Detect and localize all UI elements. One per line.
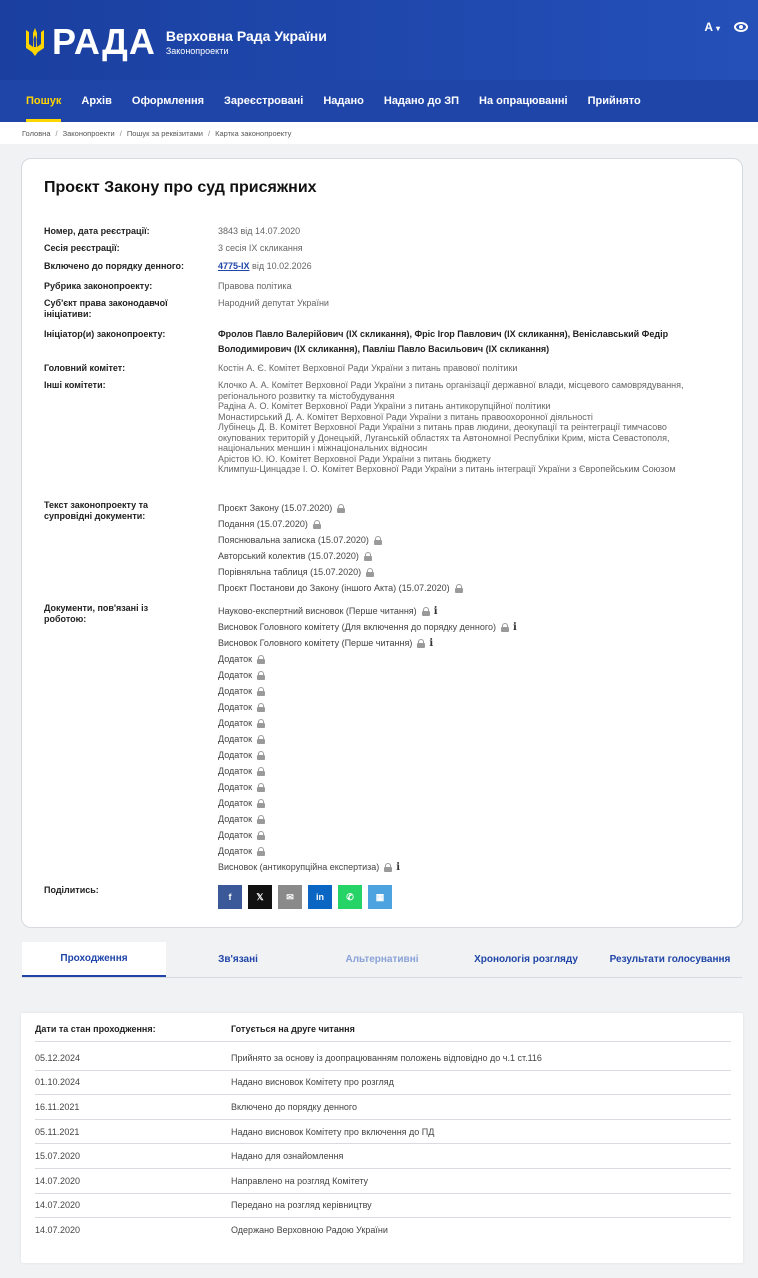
document-label[interactable]: Додаток [218, 765, 253, 776]
committee-item: Монастирський Д. А. Комітет Верховної Ради України з питань правоохоронної діяльності [218, 411, 593, 422]
document-item[interactable] [218, 603, 708, 619]
lock-icon [257, 783, 265, 792]
table-row [35, 1071, 731, 1096]
field-subject [44, 298, 708, 320]
row-status: Передано на розгляд керівництву [231, 1200, 372, 1211]
field-main-committee [44, 363, 708, 374]
bill-card [21, 158, 743, 928]
lock-icon [257, 751, 265, 760]
document-item[interactable] [218, 795, 708, 811]
email-share-button[interactable] [278, 885, 302, 909]
row-status: Надано висновок Комітету про розгляд [231, 1077, 394, 1088]
lock-icon [384, 863, 392, 872]
lock-icon [257, 767, 265, 776]
field-value: Правова політика [218, 281, 292, 291]
document-label[interactable]: Додаток [218, 717, 253, 728]
info-icon[interactable]: i [396, 861, 401, 873]
lock-icon [455, 584, 463, 593]
site-header [0, 0, 758, 80]
share-buttons [218, 885, 392, 909]
lock-icon [364, 552, 372, 561]
font-size-button[interactable] [704, 20, 720, 34]
agenda-link[interactable]: 4775-IX [218, 261, 250, 271]
tab-item[interactable]: Результати голосування [609, 954, 731, 965]
lock-icon [257, 815, 265, 824]
document-item[interactable] [218, 635, 708, 651]
document-item[interactable] [218, 747, 708, 763]
qr-icon: ▦ [375, 891, 385, 902]
field-related [44, 603, 708, 875]
document-item[interactable] [218, 548, 708, 564]
lock-icon [501, 623, 509, 632]
lock-icon [257, 831, 265, 840]
document-item[interactable] [218, 651, 708, 667]
document-item[interactable] [218, 715, 708, 731]
lock-icon [257, 847, 265, 856]
nav-item[interactable]: Зареєстровані [224, 95, 304, 107]
tab-item[interactable]: Альтернативні [345, 954, 419, 965]
whatsapp-icon: ✆ [346, 891, 354, 902]
eye-icon[interactable] [734, 22, 748, 32]
lock-icon [257, 735, 265, 744]
document-item[interactable] [218, 667, 708, 683]
main-nav [0, 80, 758, 122]
table-row [35, 1194, 731, 1219]
field-label: Документи, пов'язані із роботою: [44, 603, 149, 624]
nav-item[interactable]: Прийнято [587, 95, 641, 107]
field-label: Поділитись: [44, 885, 99, 895]
breadcrumb-item[interactable]: Пошук за реквізитами [126, 128, 203, 138]
field-value: Костін А. Є. Комітет Верховної Ради України з питань правової політики [218, 363, 518, 373]
facebook-share-button[interactable] [218, 885, 242, 909]
tab-item[interactable]: Хронологія розгляду [474, 954, 578, 965]
table-row [35, 1144, 731, 1169]
breadcrumb-separator: / [207, 128, 211, 138]
field-value: 3843 від 14.07.2020 [218, 226, 301, 236]
document-label[interactable]: Додаток [218, 845, 253, 856]
logo-subtitle [166, 28, 327, 56]
lock-icon [257, 799, 265, 808]
document-label[interactable]: Висновок (антикорупційна експертиза) [218, 861, 380, 872]
lock-icon [366, 568, 374, 577]
nav-item[interactable]: Надано [323, 95, 364, 107]
document-item[interactable] [218, 811, 708, 827]
document-item[interactable] [218, 859, 708, 875]
document-label[interactable]: Науково-експертний висновок (Перше читання) [218, 605, 417, 616]
document-label[interactable]: Додаток [218, 669, 253, 680]
info-icon[interactable]: i [433, 605, 438, 617]
header-tools [704, 20, 748, 34]
lock-icon [257, 687, 265, 696]
document-label[interactable]: Додаток [218, 733, 253, 744]
document-item[interactable] [218, 516, 708, 532]
document-label[interactable]: Висновок Головного комітету (Перше читання) [218, 637, 413, 648]
field-label: Номер, дата реєстрації: [44, 226, 150, 236]
header-status: Готується на друге читання [231, 1023, 355, 1034]
document-label[interactable]: Подання (15.07.2020) [218, 518, 308, 529]
breadcrumb [0, 122, 758, 144]
x-icon: 𝕏 [256, 891, 264, 902]
document-label[interactable]: Порівняльна таблиця (15.07.2020) [218, 566, 362, 577]
row-status: Надано висновок Комітету про включення до ПД [231, 1126, 435, 1137]
lock-icon [313, 520, 321, 529]
committee-item: Лубінець Д. В. Комітет Верховної Ради України з питань прав людини, деокупації та реінтеграції тимчасово окупованих територій у Донецькій, Луганській областях та Автономної Республіки Крим, міста Севастополя, національних меншин і міжнаціональних відносин [218, 422, 670, 453]
row-date: 14.07.2020 [35, 1175, 81, 1186]
row-status: Одержано Верховною Радою України [231, 1225, 388, 1236]
document-label[interactable]: Додаток [218, 813, 253, 824]
document-item[interactable] [218, 564, 708, 580]
breadcrumb-item[interactable]: Головна [22, 128, 51, 138]
document-label[interactable]: Додаток [218, 653, 253, 664]
linkedin-icon: in [316, 891, 324, 902]
document-item[interactable] [218, 580, 708, 596]
other-committees-list [218, 380, 708, 475]
linkedin-share-button[interactable] [308, 885, 332, 909]
info-icon[interactable]: i [429, 637, 434, 649]
nav-item[interactable]: Архів [81, 95, 112, 107]
document-item[interactable] [218, 500, 708, 516]
document-item[interactable] [218, 763, 708, 779]
committee-item: Арістов Ю. Ю. Комітет Верховної Ради України з питань бюджету [218, 453, 491, 464]
lock-icon [337, 504, 345, 513]
facebook-icon: f [228, 891, 232, 902]
document-label[interactable]: Проєкт Закону (15.07.2020) [218, 502, 333, 513]
field-label: Суб'єкт права законодавчої ініціативи: [44, 298, 168, 319]
site-caption: Законопроекти [165, 46, 229, 56]
field-initiators [44, 327, 708, 357]
info-icon[interactable]: i [512, 621, 517, 633]
row-date: 15.07.2020 [35, 1151, 81, 1162]
x-share-button[interactable] [248, 885, 272, 909]
lock-icon [374, 536, 382, 545]
field-session [44, 243, 708, 254]
breadcrumb-item[interactable]: Законопроекти [62, 128, 115, 138]
qr-share-button[interactable] [368, 885, 392, 909]
document-label[interactable]: Авторський колектив (15.07.2020) [218, 550, 359, 561]
tab-item[interactable]: Проходження [22, 942, 166, 977]
field-label: Головний комітет: [44, 363, 126, 373]
document-item[interactable] [218, 731, 708, 747]
row-status: Направлено на розгляд Комітету [231, 1175, 369, 1186]
table-row [35, 1120, 731, 1145]
texts-list [218, 500, 708, 596]
document-label[interactable]: Висновок Головного комітету (Для включення до порядку денного) [218, 621, 496, 632]
site-logo[interactable] [24, 21, 327, 62]
row-date: 05.11.2021 [35, 1126, 80, 1137]
history-table [21, 1013, 743, 1263]
site-title: Верховна Рада України [165, 28, 327, 44]
row-date: 01.10.2024 [35, 1077, 81, 1088]
document-label[interactable]: Додаток [218, 829, 253, 840]
document-label[interactable]: Додаток [218, 701, 253, 712]
lock-icon [257, 719, 265, 728]
field-label: Текст законопроекту та супровідні документи: [44, 500, 149, 521]
committee-item: Климпуш-Цинцадзе І. О. Комітет Верховної Ради України з питань інтеграції України з Європейським Союзом [218, 464, 676, 474]
breadcrumb-item: Картка законопроекту [215, 128, 292, 138]
row-date: 16.11.2021 [35, 1101, 80, 1112]
field-label: Інші комітети: [44, 380, 106, 390]
document-item[interactable] [218, 532, 708, 548]
header-date: Дати та стан проходження: [35, 1023, 156, 1034]
agenda-date: від 10.02.2026 [252, 261, 312, 271]
committee-item: Клочко А. А. Комітет Верховної Ради України з питань організації державної влади, місцевого самоврядування, регіонального розвитку та містобудування [218, 380, 684, 401]
lock-icon [257, 655, 265, 664]
breadcrumb-separator: / [119, 128, 122, 138]
related-docs-list [218, 603, 708, 875]
field-value: 3 сесія IX скликання [218, 243, 303, 253]
document-item[interactable] [218, 779, 708, 795]
field-label: Ініціатор(и) законопроекту: [44, 329, 166, 339]
lock-icon [422, 607, 430, 616]
row-date: 05.12.2024 [35, 1052, 81, 1063]
lock-icon [417, 639, 425, 648]
bill-tabs [22, 942, 742, 978]
whatsapp-share-button[interactable] [338, 885, 362, 909]
field-other-committees [44, 380, 708, 475]
trident-icon [24, 27, 46, 57]
field-value [218, 261, 708, 272]
table-row [35, 1169, 731, 1194]
field-rubric [44, 281, 708, 292]
field-registration [44, 226, 708, 237]
nav-item[interactable]: Оформлення [131, 95, 205, 107]
field-texts [44, 500, 708, 596]
logo-word: РАДА [52, 21, 156, 62]
field-share [44, 885, 392, 909]
document-label[interactable]: Додаток [218, 685, 253, 696]
row-status: Включено до порядку денного [231, 1101, 358, 1112]
field-label: Рубрика законопроекту: [44, 281, 153, 291]
nav-item[interactable]: На опрацюванні [479, 95, 568, 107]
document-label[interactable]: Додаток [218, 781, 253, 792]
lock-icon [257, 671, 265, 680]
document-label[interactable]: Додаток [218, 749, 253, 760]
field-label: Включено до порядку денного: [44, 261, 185, 271]
chevron-down-icon: ▾ [715, 24, 720, 33]
document-label[interactable]: Додаток [218, 797, 253, 808]
document-label[interactable]: Проєкт Постанови до Закону (іншого Акта) (15.07.2020) [218, 582, 450, 593]
table-row [35, 1095, 731, 1120]
document-item[interactable] [218, 683, 708, 699]
document-item[interactable] [218, 619, 708, 635]
field-label: Сесія реєстрації: [44, 243, 120, 253]
breadcrumb-separator: / [55, 128, 58, 138]
table-row [35, 1218, 731, 1243]
tab-item[interactable]: Зв'язані [218, 954, 258, 965]
email-icon: ✉ [286, 891, 294, 902]
field-value: Фролов Павло Валерійович (IX скликання), Фріс Ігор Павлович (IX скликання), Веніславський Федір Володимирович (IX скликання), Павліш Павло Васильович (IX скликання) [218, 329, 669, 354]
font-size-label: A [704, 20, 713, 34]
nav-item[interactable]: Надано до ЗП [383, 95, 460, 107]
page-title: Проєкт Закону про суд присяжних [44, 179, 317, 196]
document-item[interactable] [218, 699, 708, 715]
row-date: 14.07.2020 [35, 1225, 81, 1236]
nav-item[interactable]: Пошук [16, 80, 71, 122]
document-item[interactable] [218, 827, 708, 843]
table-row [35, 1046, 731, 1071]
document-label[interactable]: Пояснювальна записка (15.07.2020) [218, 534, 369, 545]
field-agenda [44, 261, 708, 272]
row-status: Прийнято за основу із доопрацюванням положень відповідно до ч.1 ст.116 [231, 1052, 542, 1063]
table-header-row [35, 1017, 731, 1042]
lock-icon [257, 703, 265, 712]
field-value: Народний депутат України [218, 298, 329, 308]
row-status: Надано для ознайомлення [231, 1151, 344, 1162]
row-date: 14.07.2020 [35, 1200, 81, 1211]
committee-item: Радіна А. О. Комітет Верховної Ради України з питань антикорупційної політики [218, 401, 551, 411]
document-item[interactable] [218, 843, 708, 859]
